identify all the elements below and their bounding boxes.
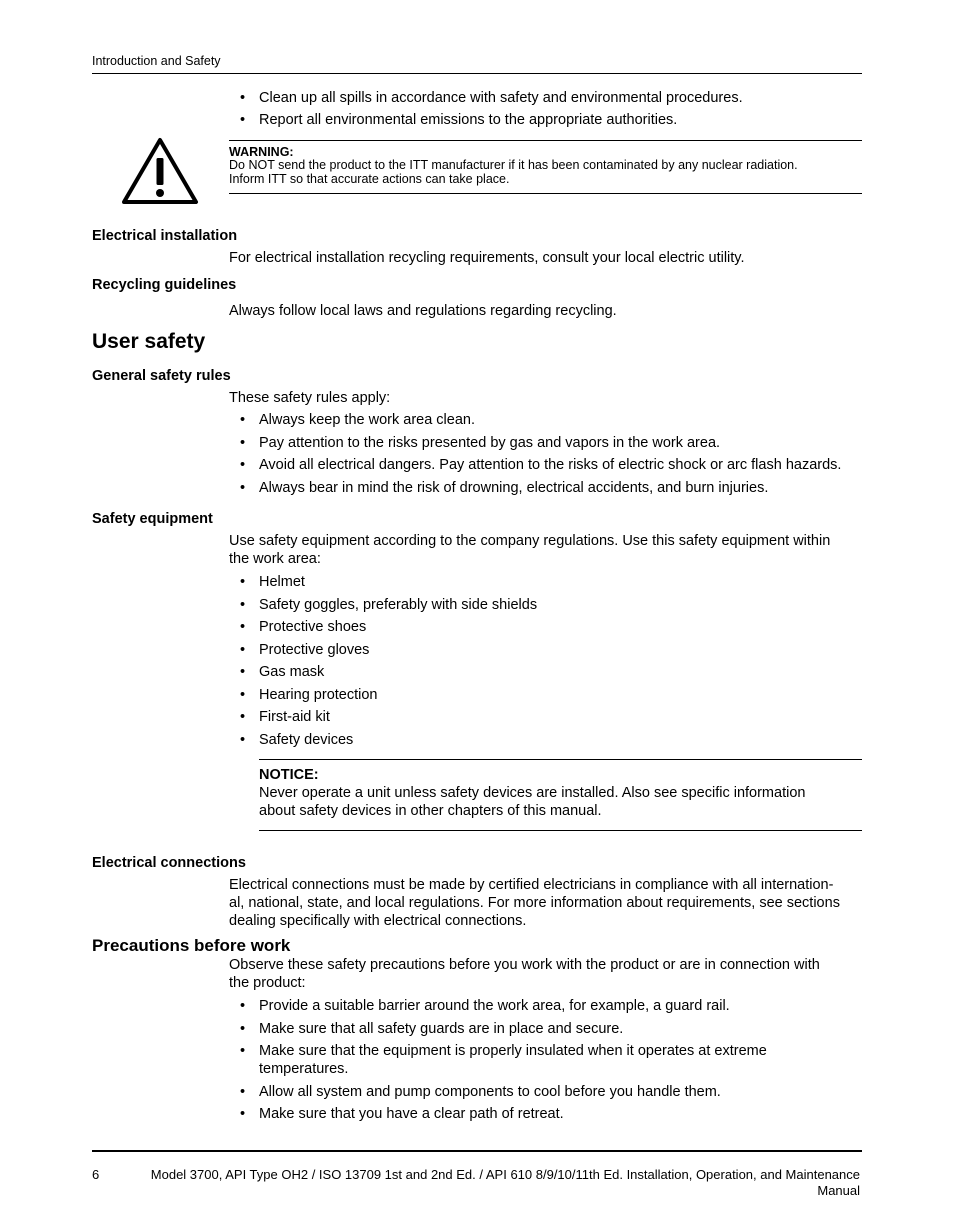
electrical-connections-line-2: al, national, state, and local regulations. For more information about requirements, see sections	[229, 895, 840, 911]
environment-bullet-list	[240, 89, 865, 129]
recycling-guidelines-text: Always follow local laws and regulations regarding recycling.	[229, 303, 617, 319]
electrical-installation-heading: Electrical installation	[92, 228, 238, 244]
list-item: • First-aid kit	[240, 708, 865, 726]
electrical-installation-text: For electrical installation recycling requirements, consult your local electric utility.	[229, 250, 745, 266]
warning-top-rule	[229, 140, 862, 141]
list-item: • Make sure that all safety guards are in place and secure.	[240, 1020, 800, 1038]
header-rule	[92, 73, 862, 74]
list-item: • Provide a suitable barrier around the work area, for example, a guard rail.	[240, 997, 800, 1015]
safety-equipment-intro-line-2: the work area:	[229, 551, 321, 567]
list-item: • Hearing protection	[240, 686, 865, 704]
list-item: • Protective shoes	[240, 618, 865, 636]
page-number: 6	[92, 1167, 100, 1182]
warning-title: WARNING:	[229, 145, 294, 159]
list-item: • Protective gloves	[240, 641, 865, 659]
footer-rule	[92, 1150, 862, 1152]
warning-bottom-rule	[229, 193, 862, 194]
electrical-connections-line-3: dealing specifically with electrical connections.	[229, 913, 527, 929]
footer-title-line-2: Manual	[817, 1182, 860, 1198]
recycling-guidelines-heading: Recycling guidelines	[92, 277, 237, 293]
list-item: • Report all environmental emissions to the appropriate authorities.	[240, 111, 865, 129]
list-item: • Avoid all electrical dangers. Pay attention to the risks of electric shock or arc flash hazards.	[240, 456, 865, 474]
list-item: • Safety devices	[240, 731, 865, 749]
footer-title-line-1: Model 3700, API Type OH2 / ISO 13709 1st and 2nd Ed. / API 610 8/9/10/11th Ed. Installation, Operation, and Maintenance	[150, 1167, 860, 1182]
list-item: • Always keep the work area clean.	[240, 411, 865, 429]
list-item: • Helmet	[240, 573, 865, 591]
precautions-list	[240, 997, 800, 1123]
notice-top-rule	[259, 759, 862, 760]
safety-equipment-list	[240, 573, 865, 749]
electrical-connections-line-1: Electrical connections must be made by certified electricians in compliance with all internation-	[229, 877, 834, 893]
running-header: Introduction and Safety	[92, 54, 221, 68]
general-safety-rules-heading: General safety rules	[92, 368, 231, 384]
list-item: • Gas mask	[240, 663, 865, 681]
general-safety-rules-list	[240, 411, 865, 497]
notice-text-line-2: about safety devices in other chapters of this manual.	[259, 803, 602, 819]
list-item: • Always bear in mind the risk of drowning, electrical accidents, and burn injuries.	[240, 479, 865, 497]
list-item: • Pay attention to the risks presented by gas and vapors in the work area.	[240, 434, 865, 452]
list-item: • Allow all system and pump components to cool before you handle them.	[240, 1083, 800, 1101]
precautions-intro-line-2: the product:	[229, 975, 306, 991]
list-item: • Clean up all spills in accordance with safety and environmental procedures.	[240, 89, 865, 107]
notice-text-line-1: Never operate a unit unless safety devices are installed. Also see specific information	[259, 785, 806, 801]
electrical-connections-heading: Electrical connections	[92, 855, 246, 871]
precautions-heading: Precautions before work	[92, 936, 291, 955]
safety-equipment-intro-line-1: Use safety equipment according to the company regulations. Use this safety equipment within	[229, 533, 831, 549]
safety-equipment-heading: Safety equipment	[92, 511, 213, 527]
notice-title: NOTICE:	[259, 767, 319, 783]
footer-document-title	[120, 1167, 860, 1198]
list-item: • Safety goggles, preferably with side shields	[240, 596, 865, 614]
warning-triangle-icon	[121, 136, 199, 206]
notice-bottom-rule	[259, 830, 862, 831]
precautions-intro-line-1: Observe these safety precautions before you work with the product or are in connection with	[229, 957, 820, 973]
warning-text-line-1: Do NOT send the product to the ITT manufacturer if it has been contaminated by any nuclear radiation.	[229, 158, 798, 172]
list-item: • Make sure that the equipment is properly insulated when it operates at extreme temperatures.	[240, 1042, 800, 1078]
warning-text-line-2: Inform ITT so that accurate actions can take place.	[229, 172, 510, 186]
list-item: • Make sure that you have a clear path of retreat.	[240, 1105, 800, 1123]
general-safety-rules-intro: These safety rules apply:	[229, 390, 391, 406]
user-safety-heading: User safety	[92, 330, 206, 353]
